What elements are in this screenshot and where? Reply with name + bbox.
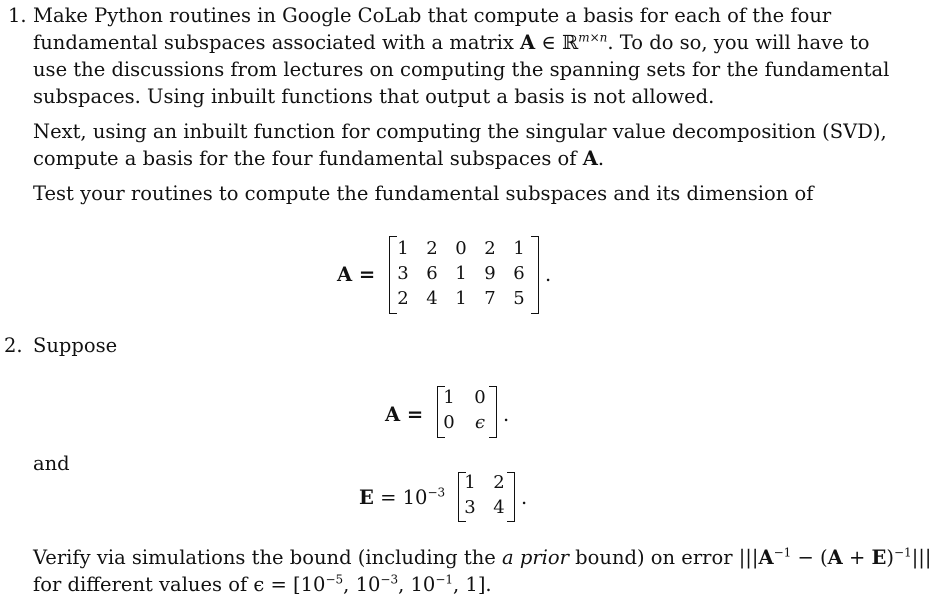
matrix-cell: 1	[455, 263, 467, 284]
matrix-cell: 1	[513, 238, 525, 259]
right-bracket	[531, 236, 539, 314]
matrix-a2	[437, 386, 497, 438]
matrix-cell: 4	[426, 288, 438, 309]
q1-line-3: use the discussions from lectures on computing the spanning sets for the fundamental	[33, 58, 890, 81]
matrix-cell: 3	[464, 497, 476, 518]
matrix-cell: 0	[474, 387, 486, 408]
matrix-cell: 1	[455, 288, 467, 309]
q1-p2-line-1: Next, using an inbuilt function for computing the singular value decomposition (SVD),	[33, 120, 887, 143]
matrix-e	[458, 472, 515, 522]
matrix-cell: 9	[484, 263, 496, 284]
q1-line-4: subspaces. Using inbuilt functions that output a basis is not allowed.	[33, 85, 715, 108]
matrix-a-period: .	[545, 263, 552, 286]
matrix-cell: ϵ	[474, 412, 486, 433]
q2-number: 2.	[4, 334, 23, 357]
matrix-a2-label: A =	[385, 403, 424, 426]
matrix-cell: 2	[484, 238, 496, 259]
matrix-cell: 2	[397, 288, 409, 309]
q2-suppose: Suppose	[33, 334, 118, 357]
matrix-cell: 5	[513, 288, 525, 309]
q1-p2-line-2: compute a basis for the four fundamental subspaces of A.	[33, 147, 605, 170]
matrix-a-label: A =	[337, 263, 376, 286]
matrix-cell: 0	[455, 238, 467, 259]
q2-verify-line-2: for different values of $\epsilon = [10^{-5}$, $10^{-3}$, $10^{-1}$, 1].	[33, 572, 492, 596]
q1-number: 1.	[8, 4, 27, 27]
matrix-cell: 0	[443, 412, 455, 433]
q2-and: and	[33, 452, 70, 475]
q2-verify-line-1: Verify via simulations the bound (including the a prior bound) on error $|||A^{-1} - (A + E)^{-1}|||$	[33, 545, 931, 569]
matrix-cell: 1	[443, 387, 455, 408]
q1-line-2: fundamental subspaces associated with a matrix A ∈ ℝ$^{m\times n}$. To do so, you will have to	[33, 30, 870, 54]
q1-line-1: Make Python routines in Google CoLab that compute a basis for each of the four	[33, 4, 832, 27]
matrix-e-period: .	[521, 486, 528, 509]
matrix-cell: 4	[493, 497, 505, 518]
matrix-cell: 6	[513, 263, 525, 284]
matrix-cell: 1	[464, 472, 476, 493]
matrix-cell: 6	[426, 263, 438, 284]
matrix-e-label: $E = 10^{-3}$	[359, 485, 446, 509]
matrix-a2-period: .	[503, 403, 510, 426]
matrix-a	[389, 236, 539, 314]
matrix-cell: 1	[397, 238, 409, 259]
matrix-cell: 3	[397, 263, 409, 284]
q1-p3: Test your routines to compute the fundamental subspaces and its dimension of	[33, 182, 814, 205]
matrix-cell: 7	[484, 288, 496, 309]
matrix-cell: 2	[493, 472, 505, 493]
matrix-cell: 2	[426, 238, 438, 259]
